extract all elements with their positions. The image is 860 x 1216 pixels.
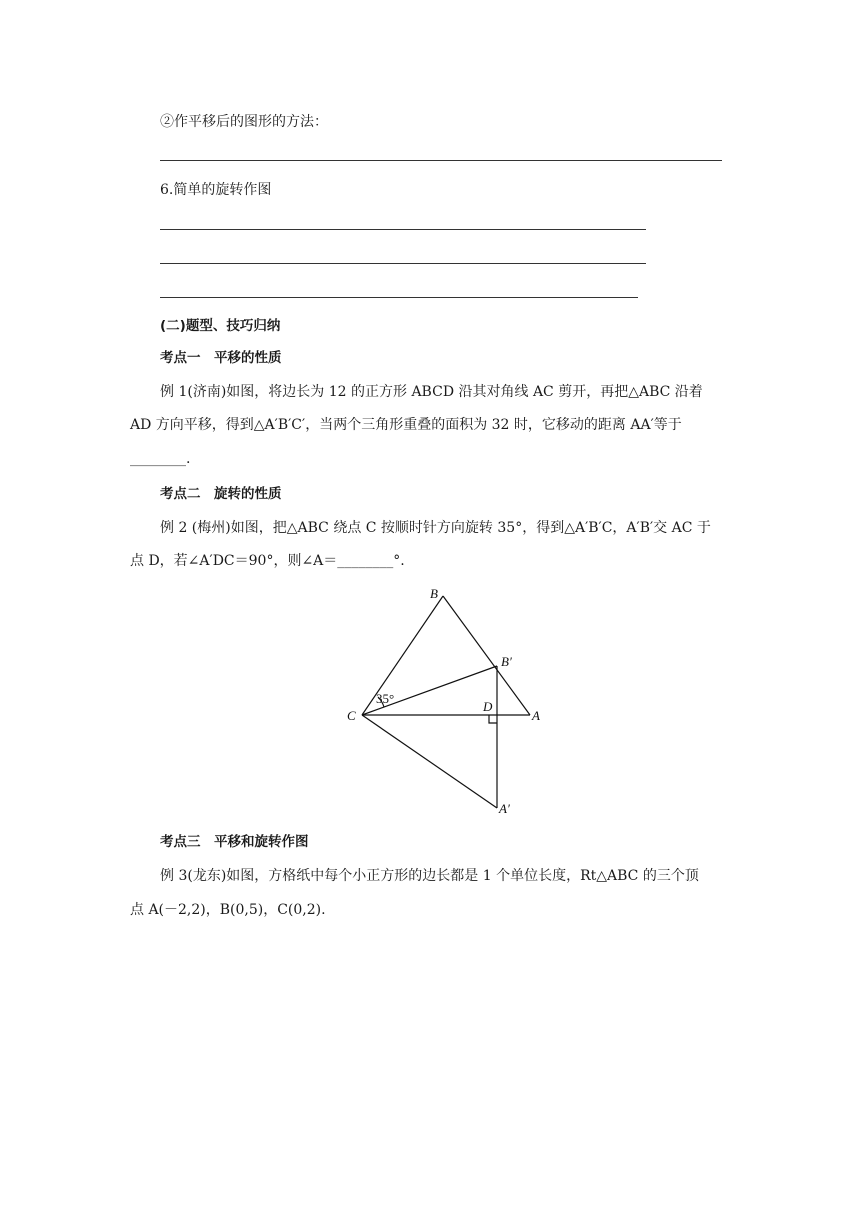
label-A: A [532,708,540,723]
segment-BA [443,596,530,715]
point1-heading: 考点一 平移的性质 [160,350,282,366]
segment-CAprime [362,715,497,808]
section5-item2-text: ②作平移后的图形的方法： [160,114,328,130]
segment-CB [362,596,443,715]
example2-line1: 例 2 (梅州)如图，把△ABC 绕点 C 按顺时针方向旋转 35°，得到△A′B′C，A′B′交 AC 于 [160,520,711,536]
example3-line2: 点 A(－2,2)，B(0,5)，C(0,2). [130,902,326,918]
example1-line1: 例 1(济南)如图，将边长为 12 的正方形 ABCD 沿其对角线 AC 剪开，再把△ABC 沿着 [160,384,703,400]
label-D: D [483,699,493,714]
section6-heading: 6.简单的旋转作图 [160,182,272,198]
label-Bprime: B′ [501,654,512,669]
example3-line1: 例 3(龙东)如图，方格纸中每个小正方形的边长都是 1 个单位长度，Rt△ABC 的三个顶 [160,868,699,884]
label-C: C [347,708,356,723]
summary-heading: (二)题型、技巧归纳 [160,318,281,334]
right-angle-mark [489,715,497,723]
example1-line2: AD 方向平移，得到△A′B′C′，当两个三角形重叠的面积为 32 时，它移动的距离 AA′等于 [130,417,682,433]
label-B: B [430,586,438,601]
label-angle: 35° [376,691,395,706]
point3-heading: 考点三 平移和旋转作图 [160,834,309,850]
example2-line2: 点 D，若∠A′DC＝90°，则∠A＝________°. [130,553,405,569]
point2-heading: 考点二 旋转的性质 [160,486,282,502]
example1-line3: ________. [130,451,191,467]
label-Aprime: A′ [499,801,510,816]
